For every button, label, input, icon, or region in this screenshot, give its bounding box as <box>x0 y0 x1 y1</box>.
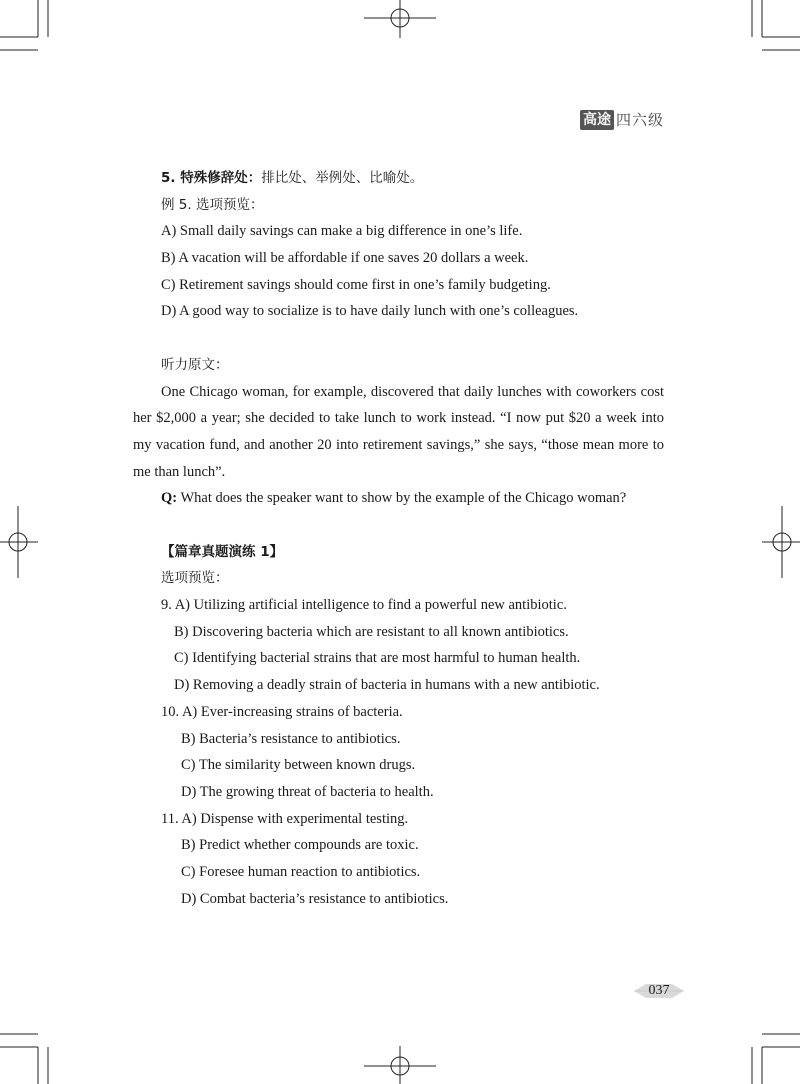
page-number-badge <box>634 980 684 1002</box>
q9-option-b: B) Discovering bacteria which are resistant to all known antibiotics. <box>174 623 569 640</box>
example-label: 例 5. 选项预览： <box>161 196 264 213</box>
option-b: B) A vacation will be affordable if one saves 20 dollars a week. <box>161 250 529 267</box>
q9-option-d: D) Removing a deadly strain of bacteria in humans with a new antibiotic. <box>174 677 600 694</box>
question-prefix: Q: <box>161 490 178 507</box>
page-number: 037 <box>648 983 670 998</box>
page-content <box>133 165 664 912</box>
transcript-label: 听力原文： <box>161 356 229 373</box>
q10-option-a: 10. A) Ever-increasing strains of bacteria. <box>161 703 403 720</box>
q10-option-b: B) Bacteria’s resistance to antibiotics. <box>181 730 401 747</box>
header-logo <box>580 110 664 130</box>
section5-heading <box>133 165 664 192</box>
option-d: D) A good way to socialize is to have daily lunch with one’s colleagues. <box>161 303 579 320</box>
q11-option-c: C) Foresee human reaction to antibiotics. <box>181 863 421 880</box>
q11-option-d: D) Combat bacteria’s resistance to antibiotics. <box>181 890 449 907</box>
preview-label: 选项预览： <box>161 570 229 587</box>
q11-option-a: 11. A) Dispense with experimental testing. <box>161 810 409 827</box>
logo-sub: 四六级 <box>616 111 665 129</box>
logo-main: 高途 <box>580 110 614 130</box>
option-a: A) Small daily savings can make a big difference in one’s life. <box>161 223 523 240</box>
transcript-paragraph: One Chicago woman, for example, discovered that daily lunches with coworkers cost her $2,000 a year; she decided to take lunch to work instead. “I now put $20 a week into my vacation fund, and another 20 into retirement savings,” she says, “those mean more to me than lunch”. <box>133 383 664 480</box>
option-c: C) Retirement savings should come first in one’s family budgeting. <box>161 276 551 293</box>
question-line <box>133 485 664 512</box>
q10-option-c: C) The similarity between known drugs. <box>181 757 416 774</box>
section5-heading-rest: 排比处、举例处、比喻处。 <box>261 170 424 186</box>
q9-option-c: C) Identifying bacterial strains that are most harmful to human health. <box>174 650 581 667</box>
practice-title: 【篇章真题演练 1】 <box>161 543 284 560</box>
q10-option-d: D) The growing threat of bacteria to health. <box>181 783 434 800</box>
q9-option-a: 9. A) Utilizing artificial intelligence to find a powerful new antibiotic. <box>161 597 567 614</box>
question-text: What does the speaker want to show by the example of the Chicago woman? <box>177 490 627 507</box>
q11-option-b: B) Predict whether compounds are toxic. <box>181 837 419 854</box>
section5-heading-bold: 5. 特殊修辞处： <box>161 170 262 186</box>
